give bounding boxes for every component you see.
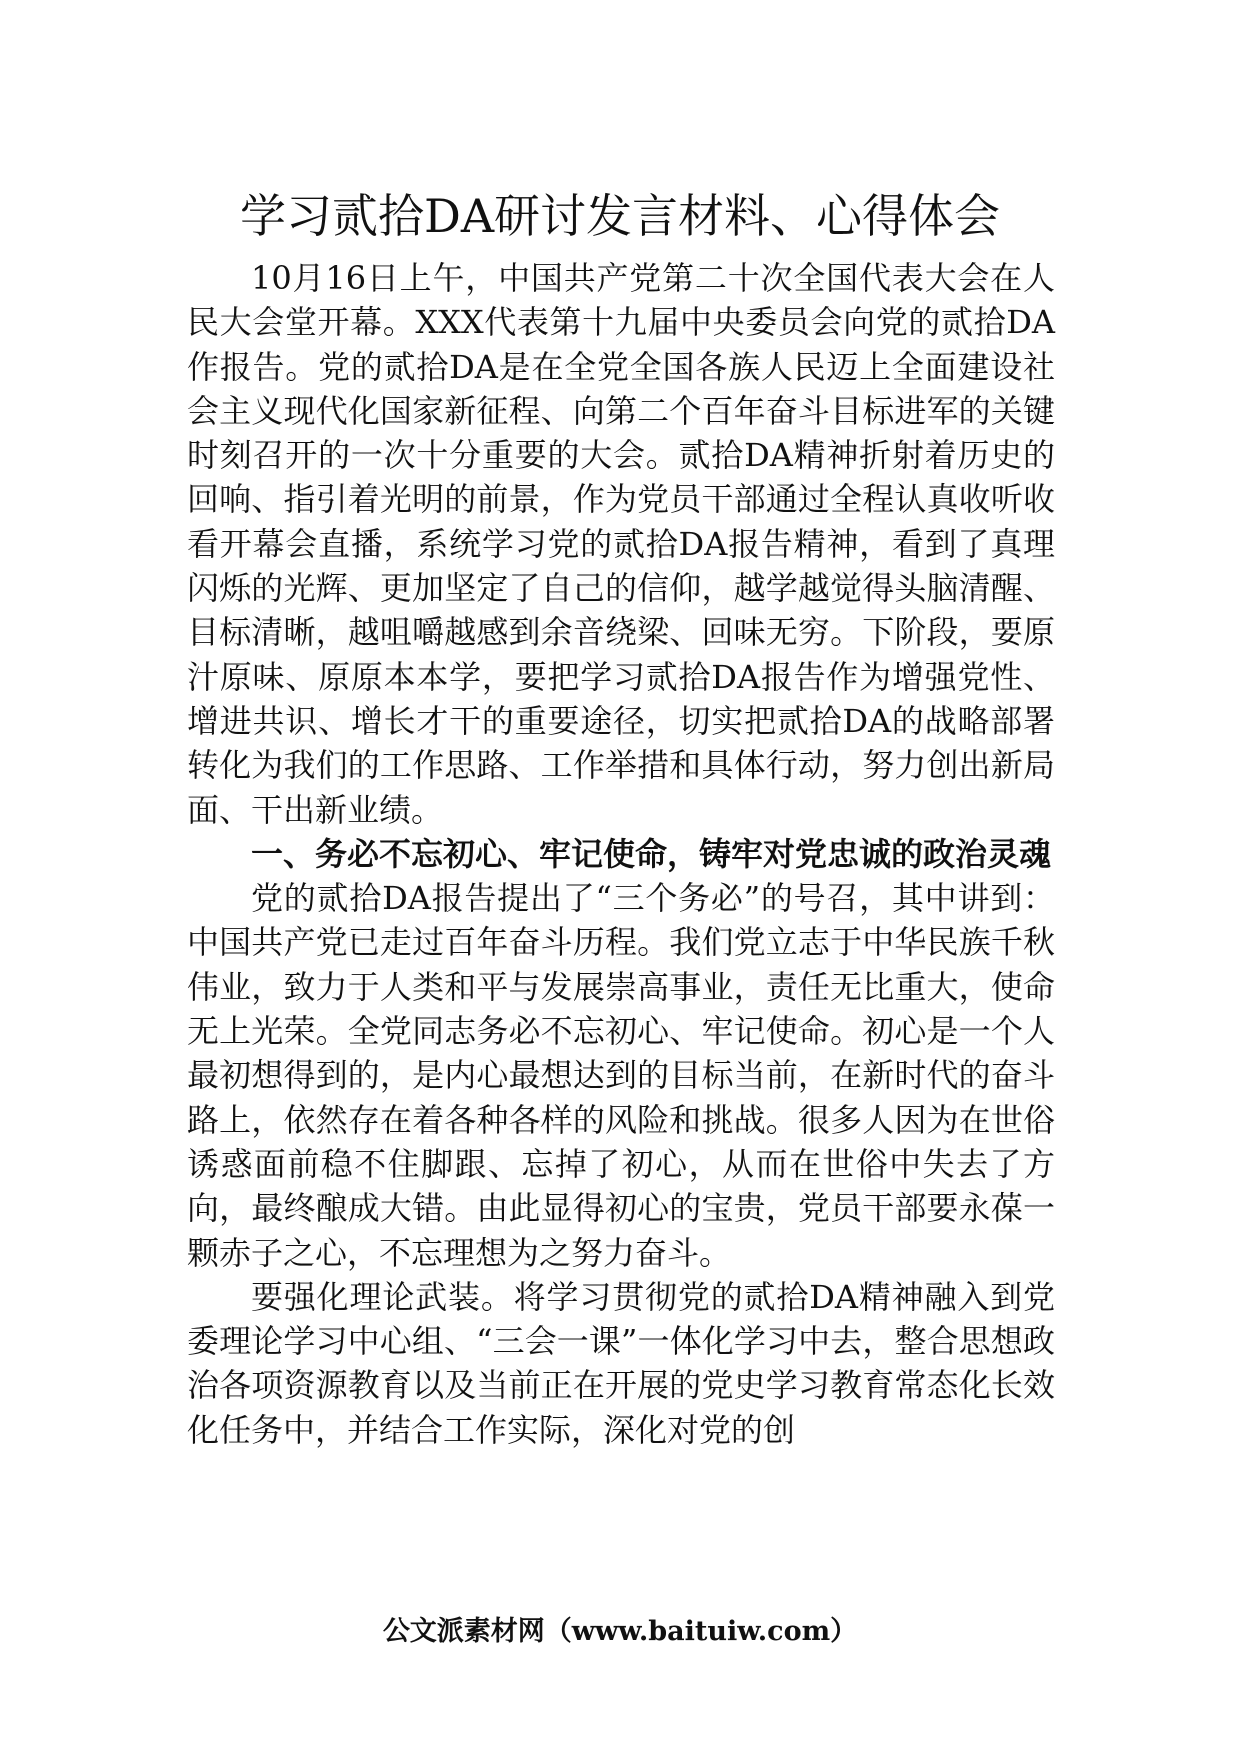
source-footer: 公文派素材网（www.baituiw.com） bbox=[382, 1616, 858, 1647]
paragraph-theory-study: 要强化理论武装。将学习贯彻党的贰拾DA精神融入到党委理论学习中心组、“三会一课”一体化学习中去，整合思想政治各项资源教育以及当前正在开展的党史学习教育常态化长效化任务中，并结合工作实际，深化对党的创 bbox=[187, 1277, 1055, 1449]
paragraph-three-musts: 党的贰拾DA报告提出了“三个务必”的号召，其中讲到：中国共产党已走过百年奋斗历程。我们党立志于中华民族千秋伟业，致力于人类和平与发展崇高事业，责任无比重大，使命无上光荣。全党同志务必不忘初心、牢记使命。初心是一个人最初想得到的，是内心最想达到的目标当前，在新时代的奋斗路上，依然存在着各种各样的风险和挑战。很多人因为在世俗诱惑面前稳不住脚跟、忘掉了初心，从而在世俗中失去了方向，最终酿成大错。由此显得初心的宝贵，党员干部要永葆一颗赤子之心，不忘理想为之努力奋斗。 bbox=[187, 879, 1055, 1272]
document-title: 学习贰拾DA研讨发言材料、心得体会 bbox=[239, 189, 1001, 243]
document-body bbox=[187, 256, 1055, 1452]
paragraph-intro: 10月16日上午，中国共产党第二十次全国代表大会在人民大会堂开幕。XXX代表第十九届中央委员会向党的贰拾DA作报告。党的贰拾DA是在全党全国各族人民迈上全面建设社会主义现代化国家新征程、向第二个百年奋斗目标进军的关键时刻召开的一次十分重要的大会。贰拾DA精神折射着历史的回响、指引着光明的前景，作为党员干部通过全程认真收听收看开幕会直播，系统学习党的贰拾DA报告精神，看到了真理闪烁的光辉、更加坚定了自己的信仰，越学越觉得头脑清醒、目标清晰，越咀嚼越感到余音绕梁、回味无穷。下阶段，要原汁原味、原原本本学，要把学习贰拾DA报告作为增强党性、增进共识、增长才干的重要途径，切实把贰拾DA的战略部署转化为我们的工作思路、工作举措和具体行动，努力创出新局面、干出新业绩。 bbox=[187, 259, 1055, 829]
section-heading-1: 一、务必不忘初心、牢记使命，铸牢对党忠诚的政治灵魂 bbox=[251, 834, 1052, 873]
